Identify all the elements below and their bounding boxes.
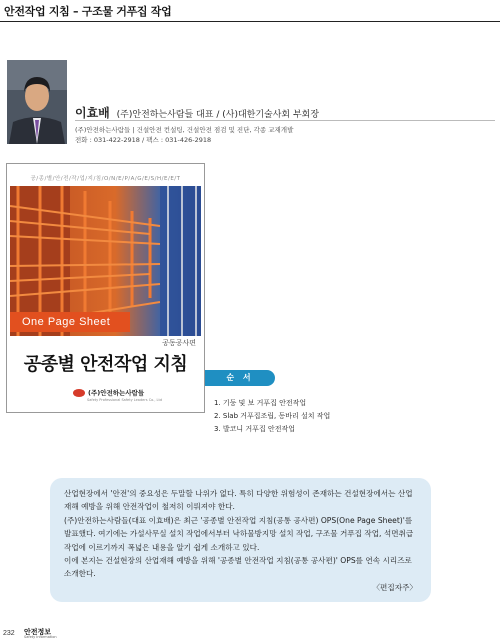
editor-note-box <box>50 478 431 602</box>
book-letter-strip: 공/종/별/안/전/작/업/지/침/O/N/E/P/A/G/E/S/H/E/E/T <box>30 176 181 182</box>
order-badge: 순 서 <box>205 370 275 386</box>
section-title: 안전작업 지침 – 구조물 거푸집 작업 <box>4 5 172 18</box>
page-header <box>0 0 500 22</box>
magazine-name-en: Safety Information <box>24 635 57 639</box>
publisher-logo <box>73 388 144 397</box>
intro-paragraph: (주)안전하는사람들(대표 이효배)은 최근 '공종별 안전작업 지침(공통 공사편) OPS(One Page Sheet)'를 발표했다. 여기에는 가설사무실 설치 작업에서부터 낙하물방지망 설치 작업, 구조물 거푸집 작업, 석면취급 작업에 이르기까지 폭넓은 내용을 알기 쉽게 소개하고 있다. <box>64 515 414 552</box>
page-number: 232 <box>3 630 15 637</box>
list-item: 3. 발코니 거푸집 안전작업 <box>214 425 295 433</box>
author-contact: 전화 : 031-422-2918 / 팩스 : 031-426-2918 <box>75 136 212 144</box>
book-cover <box>6 163 205 413</box>
intro-paragraph: 산업현장에서 '안전'의 중요성은 두말할 나위가 없다. 특히 다양한 위험성이 존재하는 건설현장에서는 산업재해 예방을 위해 안전작업이 철저히 이뤄져야 한다. <box>64 489 413 512</box>
author-heading <box>75 104 319 121</box>
list-item: 2. Slab 거푸집조립, 동바리 설치 작업 <box>214 412 331 420</box>
magazine-name: 안전정보 <box>24 628 52 636</box>
book-title: 공종별 안전작업 지침 <box>23 354 188 375</box>
book-banner: One Page Sheet <box>10 312 130 332</box>
author-business: (주)안전하는사람들 | 건설안전 컨설팅, 건설안전 점검 및 진단, 각종 교재개발 <box>75 126 294 134</box>
author-portrait <box>7 60 67 144</box>
intro-paragraph: 이에 본지는 건설현장의 산업재해 예방을 위해 '공종별 안전작업 지침(공통 공사편)' OPS를 연속 시리즈로 소개한다. <box>64 556 412 579</box>
author-meta <box>75 125 293 145</box>
publisher-name-en: Safety Professional Safety Leaders Co., Ltd <box>87 398 163 402</box>
order-list <box>214 397 330 436</box>
publisher-name: (주)안전하는사람들 <box>88 389 145 397</box>
author-name: 이효배 <box>75 106 110 120</box>
author-divider <box>75 120 495 121</box>
publisher-logo-icon <box>73 389 85 397</box>
list-item: 1. 기둥 및 보 거푸집 안전작업 <box>214 399 307 407</box>
book-subtitle: 공동공사편 <box>162 339 196 347</box>
editor-signature: 〈편집자주〉 <box>372 582 417 592</box>
author-affiliation: (주)안전하는사람들 대표 / (사)대한기술사회 부회장 <box>116 110 320 120</box>
